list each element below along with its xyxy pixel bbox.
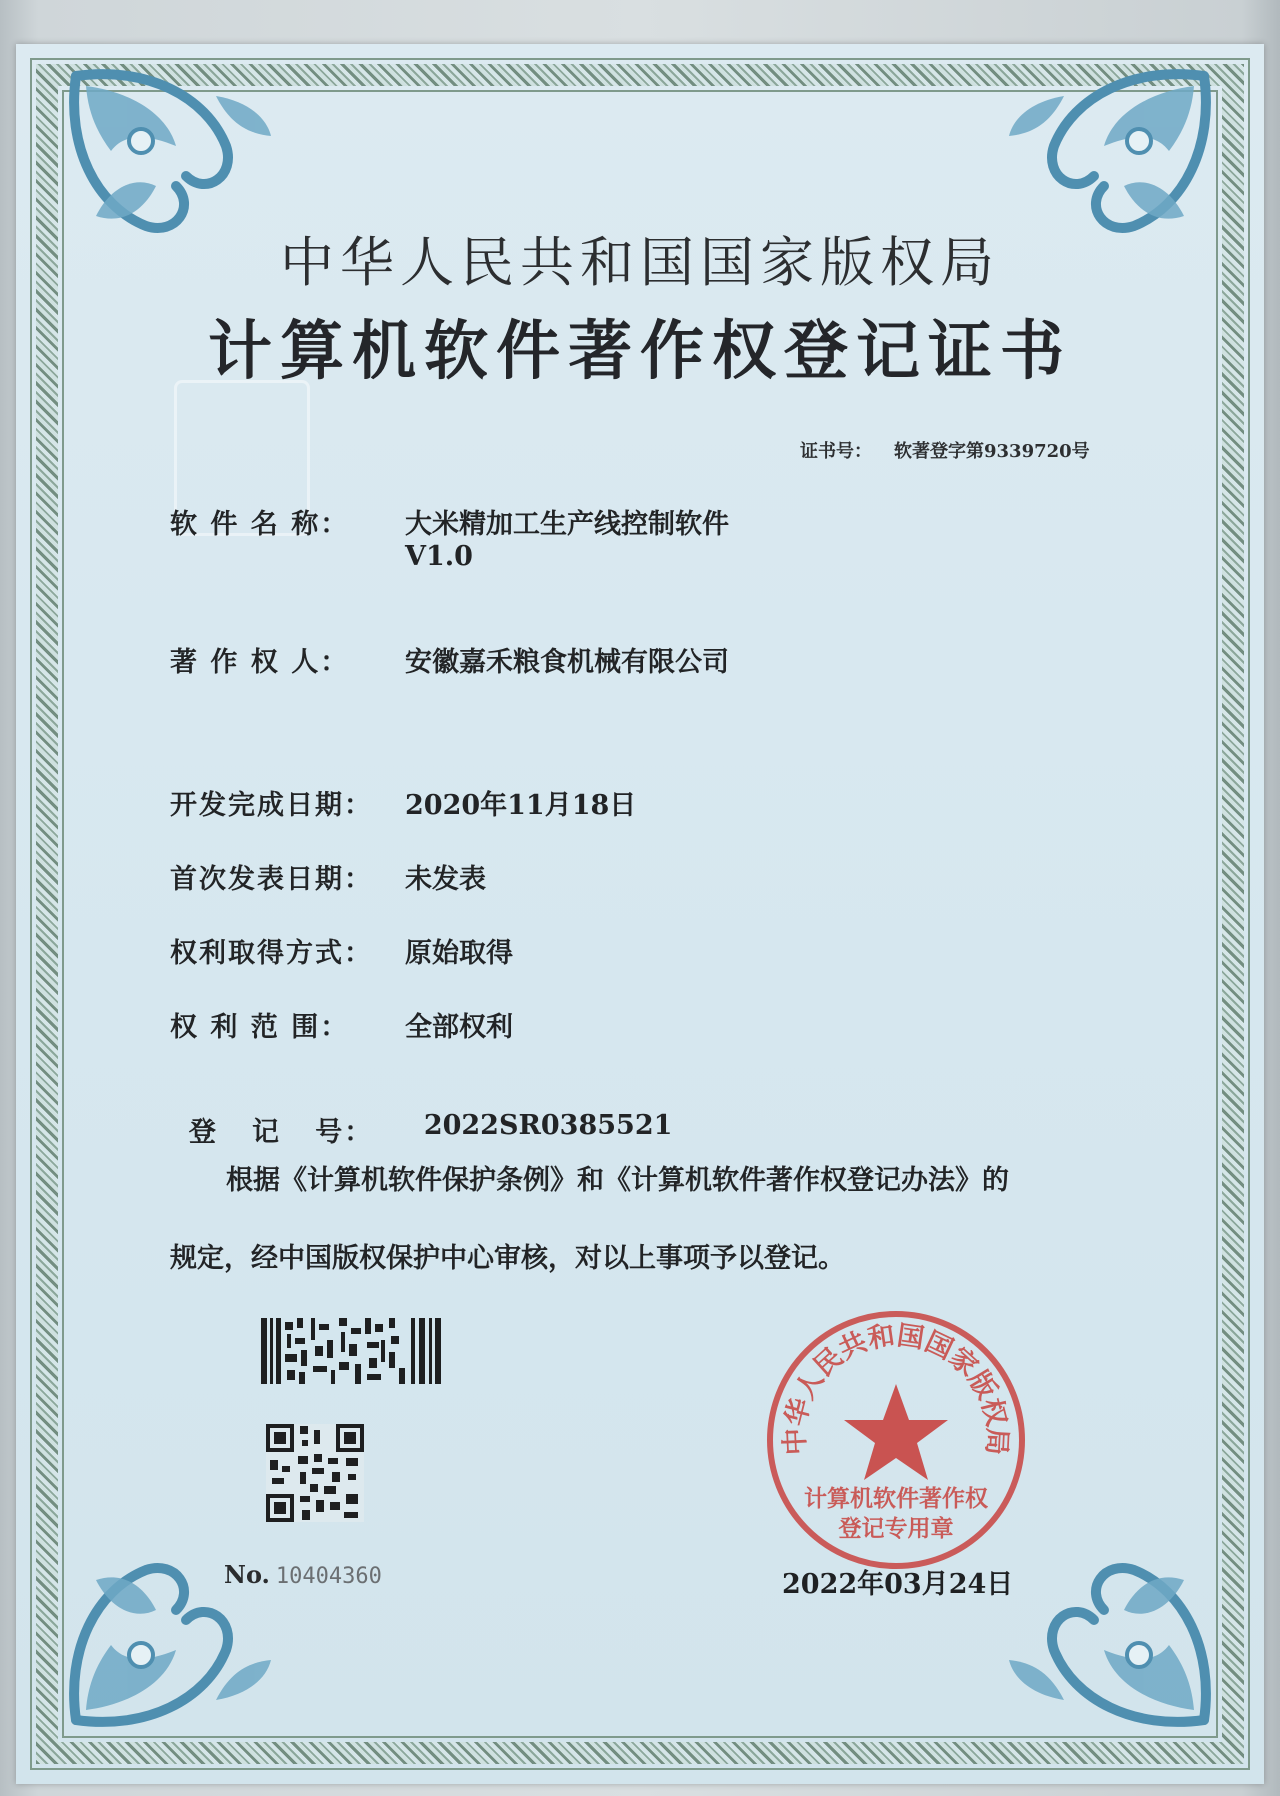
acquisition-value: 原始取得 [405, 938, 513, 969]
field-completion-date [170, 783, 636, 822]
completion-date-label: 开发完成日期： [170, 790, 373, 821]
first-publish-label: 首次发表日期： [170, 864, 373, 895]
field-first-publish [170, 857, 486, 896]
completion-date-value: 2020年11月18日 [405, 790, 637, 821]
serial-number-label: No. [224, 1560, 270, 1589]
first-publish-value: 未发表 [405, 864, 486, 895]
star-icon [844, 1384, 948, 1480]
software-name-line2: V1.0 [405, 541, 473, 572]
issue-date: 2022年03月24日 [782, 1569, 1014, 1600]
copyright-owner-label: 著 作 权 人： [170, 647, 350, 678]
field-acquisition [170, 931, 513, 970]
seal-inner-line1: 计算机软件著作权 [804, 1485, 988, 1512]
certificate-number [800, 437, 1090, 463]
seal-inner-line2: 登记专用章 [838, 1515, 954, 1542]
cert-no-value: 软著登字第9339720号 [894, 441, 1090, 462]
issuing-authority: 中华人民共和国国家版权局 [280, 231, 1000, 294]
certificate-title: 计算机软件著作权登记证书 [208, 315, 1072, 389]
statement-line1: 根据《计算机软件保护条例》和《计算机软件著作权登记办法》的 [226, 1165, 1009, 1196]
scope-label: 权 利 范 围： [170, 1012, 350, 1043]
qr-code-icon [266, 1424, 364, 1522]
official-seal [762, 1306, 1030, 1574]
reg-no-label: 登 记 号： [188, 1117, 374, 1148]
serial-number-value: 10404360 [275, 1564, 382, 1589]
software-name-line1: 大米精加工生产线控制软件 [405, 509, 729, 540]
barcode-icon [261, 1318, 441, 1384]
software-name-value [405, 502, 729, 572]
field-copyright-owner [170, 640, 729, 679]
reg-no-value: 2022SR0385521 [423, 1110, 673, 1141]
field-software-name [170, 502, 729, 572]
scope-value: 全部权利 [405, 1012, 513, 1043]
serial-number [224, 1560, 382, 1589]
field-scope [170, 1005, 513, 1044]
seal-outer-text: 中华人民共和国国家版权局 [779, 1320, 1013, 1456]
software-name-label: 软 件 名 称： [170, 509, 350, 540]
field-registration-no [170, 1079, 672, 1149]
cert-no-label: 证书号： [800, 441, 872, 462]
registration-statement [170, 1142, 1150, 1298]
statement-line2: 规定，经中国版权保护中心审核，对以上事项予以登记。 [170, 1243, 845, 1274]
copyright-owner-value: 安徽嘉禾粮食机械有限公司 [405, 647, 729, 678]
acquisition-label: 权利取得方式： [170, 938, 373, 969]
